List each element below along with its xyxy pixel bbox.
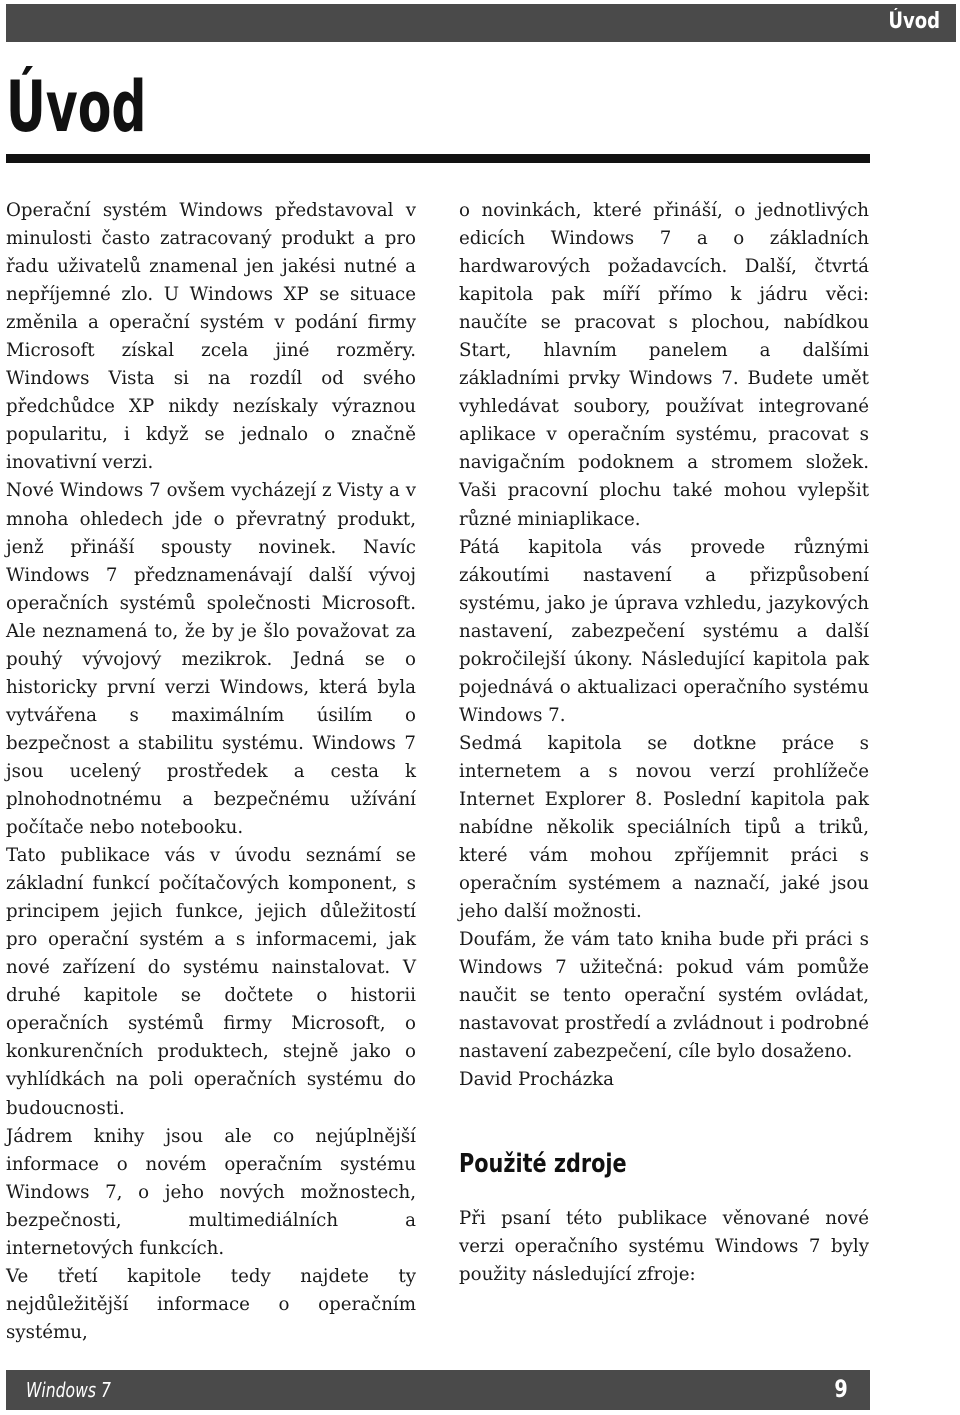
body-paragraph: Ve třetí kapitole tedy najdete ty nejdůležitější informace o operačním systému,: [6, 1265, 416, 1343]
page-title: Úvod: [6, 66, 147, 148]
body-paragraph: Sedmá kapitola se dotkne práce s internetem a s novou verzí prohlížeče Internet Explorer 8. Poslední kapitola pak nabídne několik speciálních tipů a triků, které vám mohou zpříjemnit práci s operačním systémem a naznačí, jaké jsou jeho další možnosti.: [459, 732, 869, 923]
section-spacer: [459, 1095, 869, 1147]
body-paragraph: Tato publikace vás v úvodu seznámí se základní funkcí počítačových komponent, s principem jejich funkce, jejich důležitostí pro operační systém a s informacemi, jak nové zařízení do systému nainstalovat. V druhé kapitole se dočtete o historii operačních systémů firmy Microsoft, o konkurenčních produktech, stejně jako o vyhlídkách na poli operačních systému do budoucnosti.: [6, 845, 416, 1119]
running-footer: [6, 1370, 870, 1410]
body-paragraph: Nové Windows 7 ovšem vycházejí z Visty a v mnoha ohledech jde o převratný produkt, jenž přináší spousty novinek. Navíc Windows 7 předznamenávají další vývoj operačních systémů společnosti Microsoft. Ale neznamená to, že by je šlo považovat za pouhý vývojový mezikrok. Jedná se o historicky první verzi Windows, která byla vytvářena s maximálním úsilím o bezpečnost a stabilitu systému. Windows 7 jsou ucelený prostředek a cesta k plnohodnotnému a bezpečnému užívání počítače nebo notebooku.: [6, 480, 416, 839]
footer-book-title: Windows 7: [26, 1378, 111, 1402]
body-paragraph: Operační systém Windows představoval v minulosti často zatracovaný produkt a pro řadu uživatelů znamenal jen jakési nutné a nepříjemné zlo. U Windows XP se situace změnila a operační systém v podání firmy Microsoft získal zcela jiné rozměry. Windows Vista si na rozdíl od svého předchůdce XP nikdy nezískaly výraznou popularitu, i když se jednalo o značně inovativní verzi.: [6, 200, 416, 474]
section-heading: Použité zdroje: [459, 1148, 627, 1179]
title-rule: [6, 154, 870, 163]
right-column: [459, 197, 869, 1289]
body-paragraph: Doufám, že vám tato kniha bude při práci s Windows 7 užitečná: pokud vám pomůže naučit se tento operační systém ovládat, nastavovat prostředí a zvládnout i podrobné nastavení zabezpečení, cíle bylo dosaženo.: [459, 929, 869, 1063]
body-paragraph: o novinkách, které přináší, o jednotlivých edicích Windows 7 a o základních hardwarových požadavcích. Další, čtvrtá kapitola pak míří přímo k jádru věci: naučíte se pracovat s plochou, nabídkou Start, hlavním panelem a dalšími základními prvky Windows 7. Budete umět vyhledávat soubory, používat integrované aplikace v operačním systému, pracovat s navigačním podoknem a stromem složek. Vaši pracovní plochu také mohou vylepšit různé miniaplikace.: [459, 200, 869, 530]
body-paragraph: Při psaní této publikace věnované nové verzi operačního systému Windows 7 byly použity následující zfroje:: [459, 1207, 869, 1285]
body-paragraph: Jádrem knihy jsou ale co nejúplnější informace o novém operačním systému Windows 7, o jeho nových možnostech, bezpečnosti, multimediálních a internetových funkcích.: [6, 1125, 416, 1259]
running-header: [6, 4, 956, 42]
author-signature: David Procházka: [459, 1069, 615, 1091]
page-number: 9: [834, 1375, 848, 1403]
left-column: [6, 197, 416, 1347]
running-header-title: Úvod: [888, 9, 940, 34]
section-spacer: [459, 1181, 869, 1205]
body-paragraph: Pátá kapitola vás provede různými zákoutími nastavení a přizpůsobení systému, jako je úprava vzhledu, jazykových nastavení, zabezpečení systému a další pokročilejší úkony. Následující kapitola pak pojednává o aktualizaci operačního systému Windows 7.: [459, 536, 869, 726]
